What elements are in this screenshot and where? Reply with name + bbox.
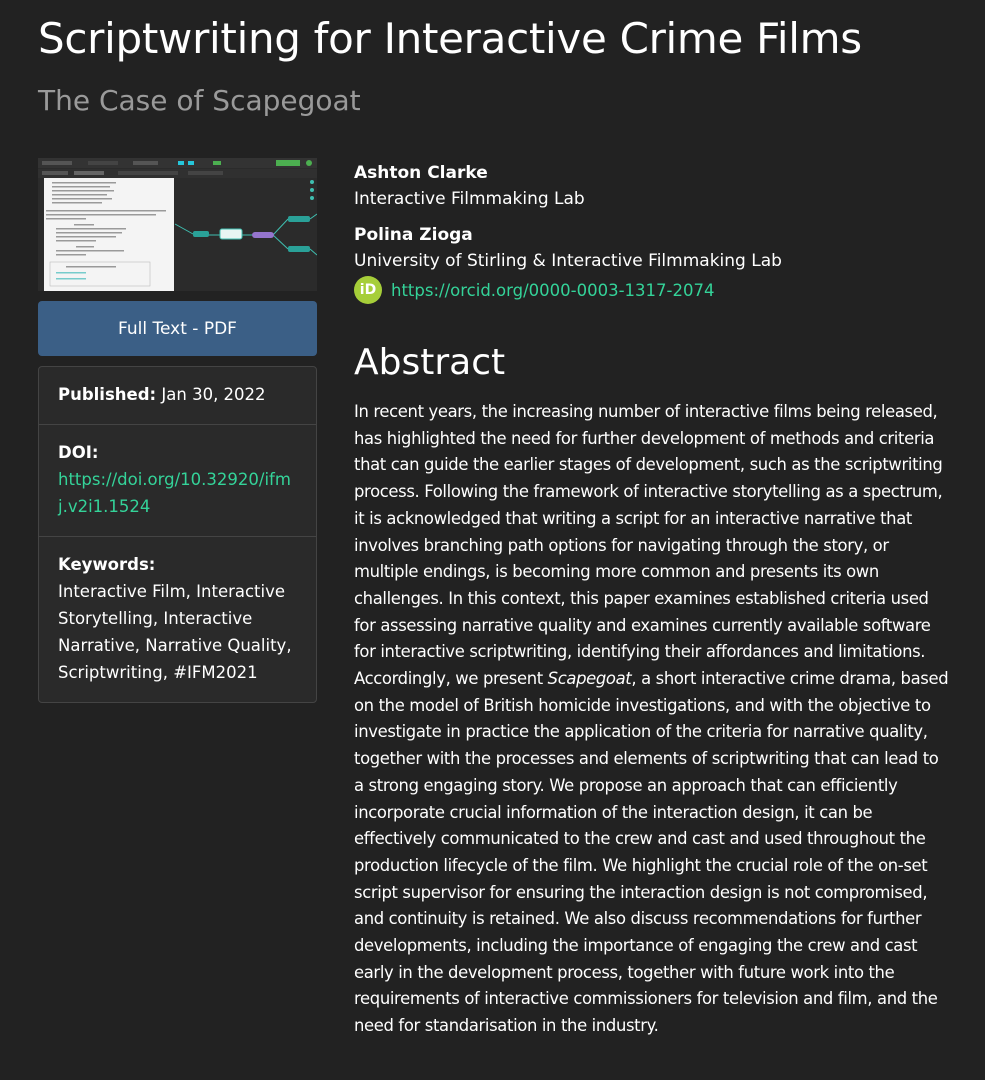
doi-link[interactable]: https://doi.org/10.32920/ifmj.v2i1.1524 [58,470,291,516]
orcid-row [354,276,954,304]
author-item [354,160,954,212]
abstract-text-part: In recent years, the increasing number of interactive films being released, has highlighted the need for further development of methods and criteria that can guide the earlier stages of development, such as the scriptwriting process. Following the framework of interactive storytelling as a spectrum, it is acknowledged that writing a script for an interactive narrative that involves branching path options for navigating through the story, or multiple endings, is becoming more common and presents its own challenges. In this context, this paper examines established criteria used for assessing narrative quality and examines currently available software for interactive scriptwriting, identifying their affordances and limitations. Accordingly, we present [354,402,943,689]
author-name: Polina Zioga [354,225,473,245]
published-section [39,367,316,424]
article-details-panel [38,366,317,703]
abstract-text-part: , a short interactive crime drama, based on the model of British homicide investigations, and with the objective to investigate in practice the application of the criteria for narrative quality, together with the processes and elements of scriptwriting that can lead to a strong engaging story. We propose an approach that can efficiently incorporate crucial information of the interaction design, it can be effectively communicated to the crew and cast and used throughout the production lifecycle of the film. We highlight the crucial role of the on-set script supervisor for ensuring the interaction design is not compromised, and continuity is retained. We also discuss recommendations for further developments, including the importance of engaging the crew and cast early in the development process, together with future work into the requirements of interactive commissioners for television and film, and the need for standarisation in the industry. [354,669,949,1036]
article-title: Scriptwriting for Interactive Crime Films [38,14,862,63]
author-name: Ashton Clarke [354,163,488,183]
full-text-pdf-button[interactable]: Full Text - PDF [38,301,317,356]
cover-image[interactable] [38,158,317,291]
published-date: Jan 30, 2022 [161,385,266,404]
author-affiliation: University of Stirling & Interactive Filmmaking Lab [354,251,782,271]
abstract-emphasis: Scapegoat [547,669,632,689]
doi-label: DOI: [58,443,99,462]
abstract-heading: Abstract [354,342,506,383]
keywords-label: Keywords: [58,555,156,574]
abstract-text [354,399,950,1040]
keywords-section [39,536,316,702]
author-list [354,160,954,314]
author-affiliation: Interactive Filmmaking Lab [354,189,585,209]
article-subtitle: The Case of Scapegoat [38,84,361,117]
author-item [354,222,954,304]
doi-section [39,424,316,536]
keywords-list: Interactive Film, Interactive Storytelling, Interactive Narrative, Narrative Quality, Scriptwriting, #IFM2021 [58,582,292,682]
orcid-icon: iD [354,276,382,304]
orcid-link[interactable]: https://orcid.org/0000-0003-1317-2074 [391,280,715,300]
published-label: Published: [58,385,157,404]
